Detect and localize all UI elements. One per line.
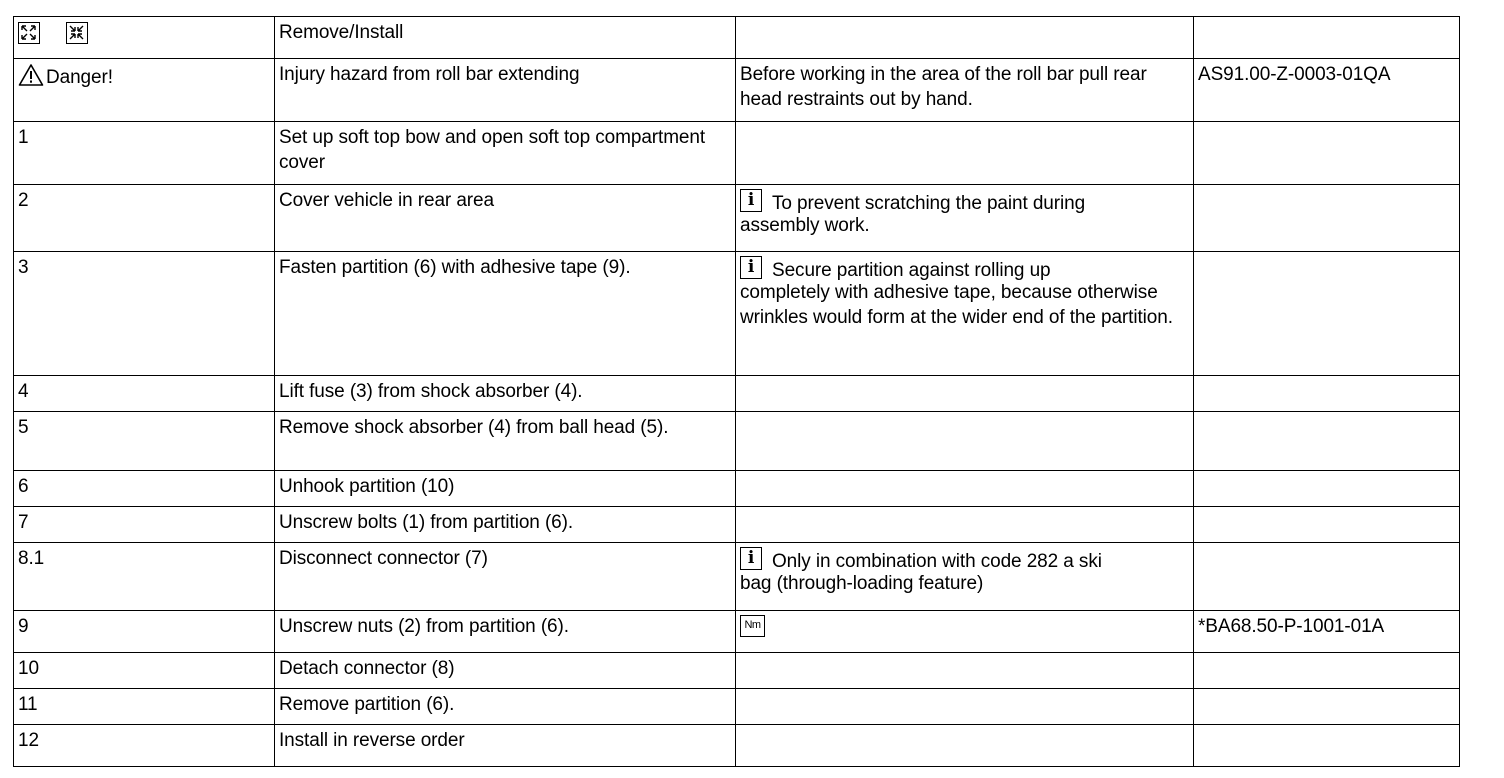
step-number: 4 [14,376,275,412]
expand-icon[interactable] [18,22,40,44]
step-action: Fasten partition (6) with adhesive tape (9). [275,252,736,376]
step-number: 1 [14,122,275,185]
note-text: Only in combination with code 282 a ski [772,551,1102,572]
step-action: Lift fuse (3) from shock absorber (4). [275,376,736,412]
step-reference [1194,725,1460,767]
step-action: Install in reverse order [275,725,736,767]
danger-label-cell [14,59,275,122]
note-text-continued: assembly work. [740,215,870,236]
step-note [736,725,1194,767]
step-action: Unhook partition (10) [275,471,736,507]
step-number: 7 [14,507,275,543]
danger-hazard: Injury hazard from roll bar extending [275,59,736,122]
step-number: 9 [14,611,275,653]
danger-reference-link[interactable]: AS91.00-Z-0003-01QA [1194,59,1460,122]
step-number: 8.1 [14,543,275,611]
step-note [736,185,1194,252]
step-note [736,611,1194,653]
header-row [14,17,1460,59]
step-number: 2 [14,185,275,252]
step-note [736,507,1194,543]
table-row [14,252,1460,376]
table-row [14,412,1460,471]
table-row [14,471,1460,507]
step-note [736,653,1194,689]
header-icons-cell [14,17,275,59]
step-number: 5 [14,412,275,471]
step-reference [1194,412,1460,471]
step-note [736,252,1194,376]
info-icon: i [740,256,762,279]
step-note [736,412,1194,471]
step-action: Remove partition (6). [275,689,736,725]
step-action: Disconnect connector (7) [275,543,736,611]
step-note [736,689,1194,725]
header-title: Remove/Install [275,17,736,59]
info-icon: i [740,547,762,570]
danger-instruction: Before working in the area of the roll bar pull rear head restraints out by hand. [736,59,1194,122]
table-row [14,543,1460,611]
table-row [14,507,1460,543]
step-reference [1194,376,1460,412]
step-reference [1194,507,1460,543]
step-reference [1194,653,1460,689]
warning-triangle-icon [18,63,44,87]
table-row [14,376,1460,412]
header-empty-4 [1194,17,1460,59]
danger-label: Danger! [46,67,113,88]
step-reference [1194,471,1460,507]
step-action: Unscrew nuts (2) from partition (6). [275,611,736,653]
step-reference [1194,122,1460,185]
collapse-icon[interactable] [66,22,88,44]
step-reference [1194,543,1460,611]
step-reference [1194,185,1460,252]
step-action: Remove shock absorber (4) from ball head (5). [275,412,736,471]
step-number: 10 [14,653,275,689]
header-empty-3 [736,17,1194,59]
info-icon: i [740,189,762,212]
step-note [736,471,1194,507]
step-action: Cover vehicle in rear area [275,185,736,252]
step-number: 11 [14,689,275,725]
table-row [14,185,1460,252]
note-text-continued: bag (through-loading feature) [740,573,984,594]
table-row [14,725,1460,767]
step-action: Unscrew bolts (1) from partition (6). [275,507,736,543]
step-action: Detach connector (8) [275,653,736,689]
step-reference [1194,689,1460,725]
step-number: 12 [14,725,275,767]
step-reference [1194,252,1460,376]
step-note [736,376,1194,412]
step-reference-link[interactable]: *BA68.50-P-1001-01A [1194,611,1460,653]
note-text: To prevent scratching the paint during [772,193,1086,214]
table-row [14,122,1460,185]
table-row [14,653,1460,689]
note-text: Secure partition against rolling up [772,260,1051,281]
danger-row [14,59,1460,122]
step-number: 3 [14,252,275,376]
table-row [14,611,1460,653]
table-row [14,689,1460,725]
torque-nm-icon[interactable]: Nm [740,615,765,637]
procedure-table [13,16,1460,767]
note-text-continued: completely with adhesive tape, because otherwise wrinkles would form at the wider end of the partition. [740,282,1173,328]
step-action: Set up soft top bow and open soft top compartment cover [275,122,736,185]
step-note [736,543,1194,611]
step-note [736,122,1194,185]
step-number: 6 [14,471,275,507]
